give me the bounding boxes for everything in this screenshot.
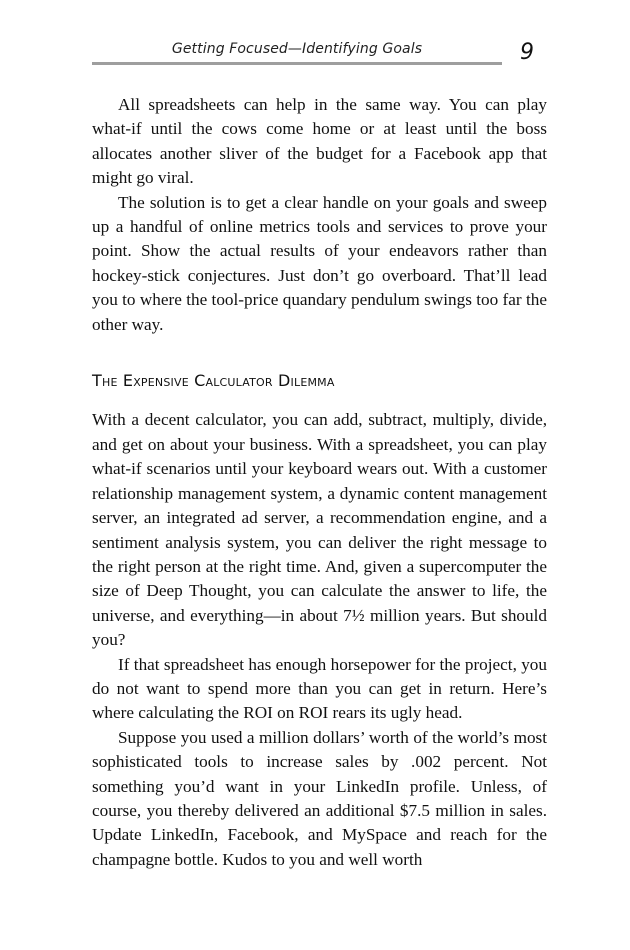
paragraph: If that spreadsheet has enough horsepower for the project, you do not want to spend more than you can get in return. Here’s where calculating the ROI on ROI rears its ugly head. (92, 654, 547, 723)
paragraph: Suppose you used a million dollars’ worth of the world’s most sophisticated tools to increase sales by .002 percent. Not something you’d want in your LinkedIn profile. Unless, of course, you thereby delivered an additional $7.5 million in sales. Update LinkedIn, Facebook, and MySpace and reach for the champagne bottle. Kudos to you and well worth (92, 727, 547, 869)
page-number: 9 (520, 40, 534, 65)
body-text (92, 93, 547, 872)
paragraph: All spreadsheets can help in the same way. You can play what-if until the cows come home or at least until the boss allocates another sliver of the budget for a Facebook app that might go viral. (92, 95, 547, 188)
paragraph: With a decent calculator, you can add, subtract, multiply, divide, and get on about your business. With a spreadsheet, you can play what-if scenarios until your keyboard wears out. With a customer relationship management system, a dynamic content management server, an integrated ad server, a recommendation engine, and a sentiment analysis system, you can deliver the right message to the right person at the right time. And, given a supercomputer the size of Deep Thought, you can calculate the answer to life, the universe, and everything—in about 7½ million years. But should you? (92, 410, 547, 650)
running-title: Getting Focused—Identifying Goals (171, 41, 423, 57)
paragraph: The solution is to get a clear handle on your goals and sweep up a handful of online metrics tools and services to prove your point. Show the actual results of your endeavors rather than hockey-stick conjectures. Just don’t go overboard. That’ll lead you to where the tool-price quandary pendulum swings too far the other way. (92, 192, 547, 334)
running-header (92, 36, 502, 66)
header-rule (92, 62, 502, 65)
section-heading: The Expensive Calculator Dilemma (92, 371, 335, 391)
